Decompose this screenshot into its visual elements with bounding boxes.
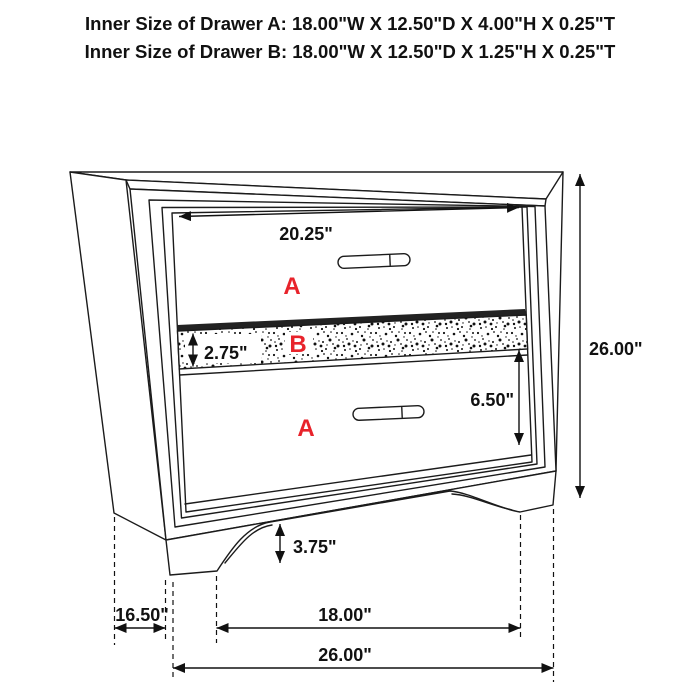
label-drawer-a-top: A [283,273,301,300]
right-outer-edge [556,172,563,471]
header-drawer-a-size: Inner Size of Drawer A: 18.00"W X 12.50"D X 4.00"H X 0.25"T [85,13,615,34]
top-drawer-handle [338,253,410,268]
dim-label-strip-height: 2.75" [204,343,248,363]
top-handle-bar [338,253,410,268]
dim-label-depth: 16.50" [115,605,169,625]
dim-label-inner-width: 20.25" [279,224,333,244]
header-drawer-b-size: Inner Size of Drawer B: 18.00"W X 12.50"D X 1.25"H X 0.25"T [84,41,616,62]
dim-label-total-width: 26.00" [318,645,372,665]
label-strip-b: B [289,331,307,358]
dim-label-feet-span: 18.00" [318,605,372,625]
label-drawer-a-bottom: A [297,415,315,442]
bottom-drawer-handle [353,405,424,420]
dim-label-total-height: 26.00" [589,339,643,359]
dim-label-opening-height: 6.50" [470,390,514,410]
dim-label-leg-height: 3.75" [293,537,337,557]
bottom-handle-bar [353,405,424,420]
